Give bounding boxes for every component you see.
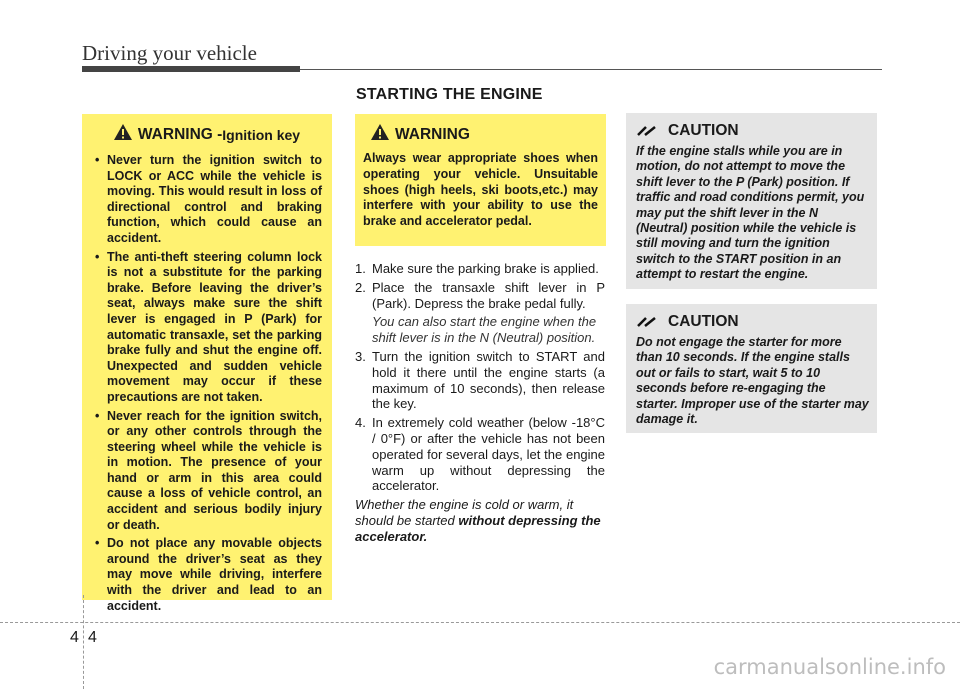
caution-text: If the engine stalls while you are in motion, do not attempt to move the shift lever to the P (Park) position. If traffic and road conditions permit, you may put the shift lever in the N (Neutral) position while the vehicle is still moving and turn the ignition switch to the START position in an attempt to restart the engine. bbox=[636, 144, 865, 282]
caution-heading bbox=[636, 122, 869, 140]
warning-ignition-label: WARNING - bbox=[137, 125, 223, 143]
warning-shoes-box bbox=[355, 114, 606, 246]
step-number: 3. bbox=[355, 348, 366, 364]
step-note: You can also start the engine when the shift lever is in the N (Neutral) position. bbox=[372, 314, 597, 346]
closing-bold: without depressing the accelerator. bbox=[355, 512, 601, 544]
warning-triangle-icon bbox=[371, 124, 389, 145]
caution-box-1 bbox=[626, 113, 877, 289]
step-text: Place the transaxle shift lever in P (Park). Depress the brake pedal fully. bbox=[372, 279, 605, 311]
closing-note bbox=[355, 497, 605, 544]
step-text: In extremely cold weather (below -18°C / 0°F) or after the vehicle has not been operated for several days, let the engine warm up without depressing the accelerator. bbox=[372, 415, 605, 494]
footer-dashed-divider bbox=[83, 595, 84, 689]
watermark: carmanualsonline.info bbox=[713, 655, 946, 679]
caution-label: CAUTION bbox=[668, 122, 739, 139]
step-text: Turn the ignition switch to START and hold it there until the engine starts (a maximum of 10 seconds), then release the key. bbox=[372, 348, 605, 412]
caution-label: CAUTION bbox=[668, 313, 739, 330]
warning-shoes-label: WARNING bbox=[395, 125, 470, 143]
step-item bbox=[355, 261, 605, 277]
warning-shoes-text: Always wear appropriate shoes when operating your vehicle. Unsuitable shoes (high heels, ski boots,etc.) may interfere with your ability to use the brake and accelerator pedal. bbox=[363, 151, 598, 229]
caution-heading bbox=[636, 313, 869, 331]
step-item bbox=[355, 349, 605, 412]
page-header-title: Driving your vehicle bbox=[82, 41, 257, 65]
page-section-number: 4 bbox=[70, 629, 79, 646]
header-rule-thin bbox=[300, 69, 882, 70]
caution-slash-icon bbox=[636, 126, 658, 136]
header-rule-thick bbox=[82, 66, 300, 72]
step-number: 1. bbox=[355, 261, 366, 276]
warning-shoes-heading bbox=[363, 124, 598, 145]
warning-triangle-icon bbox=[114, 124, 132, 145]
step-text: Make sure the parking brake is applied. bbox=[372, 261, 599, 276]
step-number: 4. bbox=[355, 415, 366, 431]
step-number: 2. bbox=[355, 279, 366, 295]
starting-steps bbox=[355, 261, 605, 545]
caution-text: Do not engage the starter for more than 10 seconds. If the engine stalls out or fails to start, wait 5 to 10 seconds before re-engaging the starter. Improper use of the starter may damage it. bbox=[636, 335, 869, 427]
caution-slash-icon bbox=[636, 317, 658, 327]
warning-item: • Never turn the ignition switch to LOCK or ACC while the vehicle is moving. This would result in loss of directional control and braking function, which could cause an accident. bbox=[92, 153, 322, 247]
section-title: STARTING THE ENGINE bbox=[356, 86, 543, 103]
footer-dashed-rule bbox=[0, 622, 960, 623]
warning-item: • The anti-theft steering column lock is not a substitute for the parking brake. Before leaving the driver’s seat, always make sure the shift lever is engaged in P (Park) for automatic transaxle, set the parking brake fully and shut the engine off. Unexpected and sudden vehicle movement may occur if these precautions are not taken. bbox=[92, 250, 322, 406]
warning-item: • Never reach for the ignition switch, or any other controls through the steering wheel while the vehicle is in motion. The presence of your hand or arm in this area could cause a loss of vehicle control, an accident and serious bodily injury or death. bbox=[92, 409, 322, 534]
page-number: 4 bbox=[88, 629, 97, 646]
caution-box-2 bbox=[626, 304, 877, 433]
step-item bbox=[355, 280, 605, 312]
warning-ignition-sublabel: Ignition key bbox=[222, 126, 301, 143]
warning-ignition-list bbox=[92, 153, 322, 614]
closing-text: Whether the engine is cold or warm, it should be started bbox=[355, 497, 574, 528]
warning-ignition-box bbox=[82, 114, 332, 613]
warning-item: • Do not place any movable objects around the driver’s seat as they may move while driving, interfere with the driver and lead to an accident. bbox=[92, 536, 322, 614]
warning-ignition-heading bbox=[92, 124, 322, 145]
step-item bbox=[355, 415, 605, 494]
